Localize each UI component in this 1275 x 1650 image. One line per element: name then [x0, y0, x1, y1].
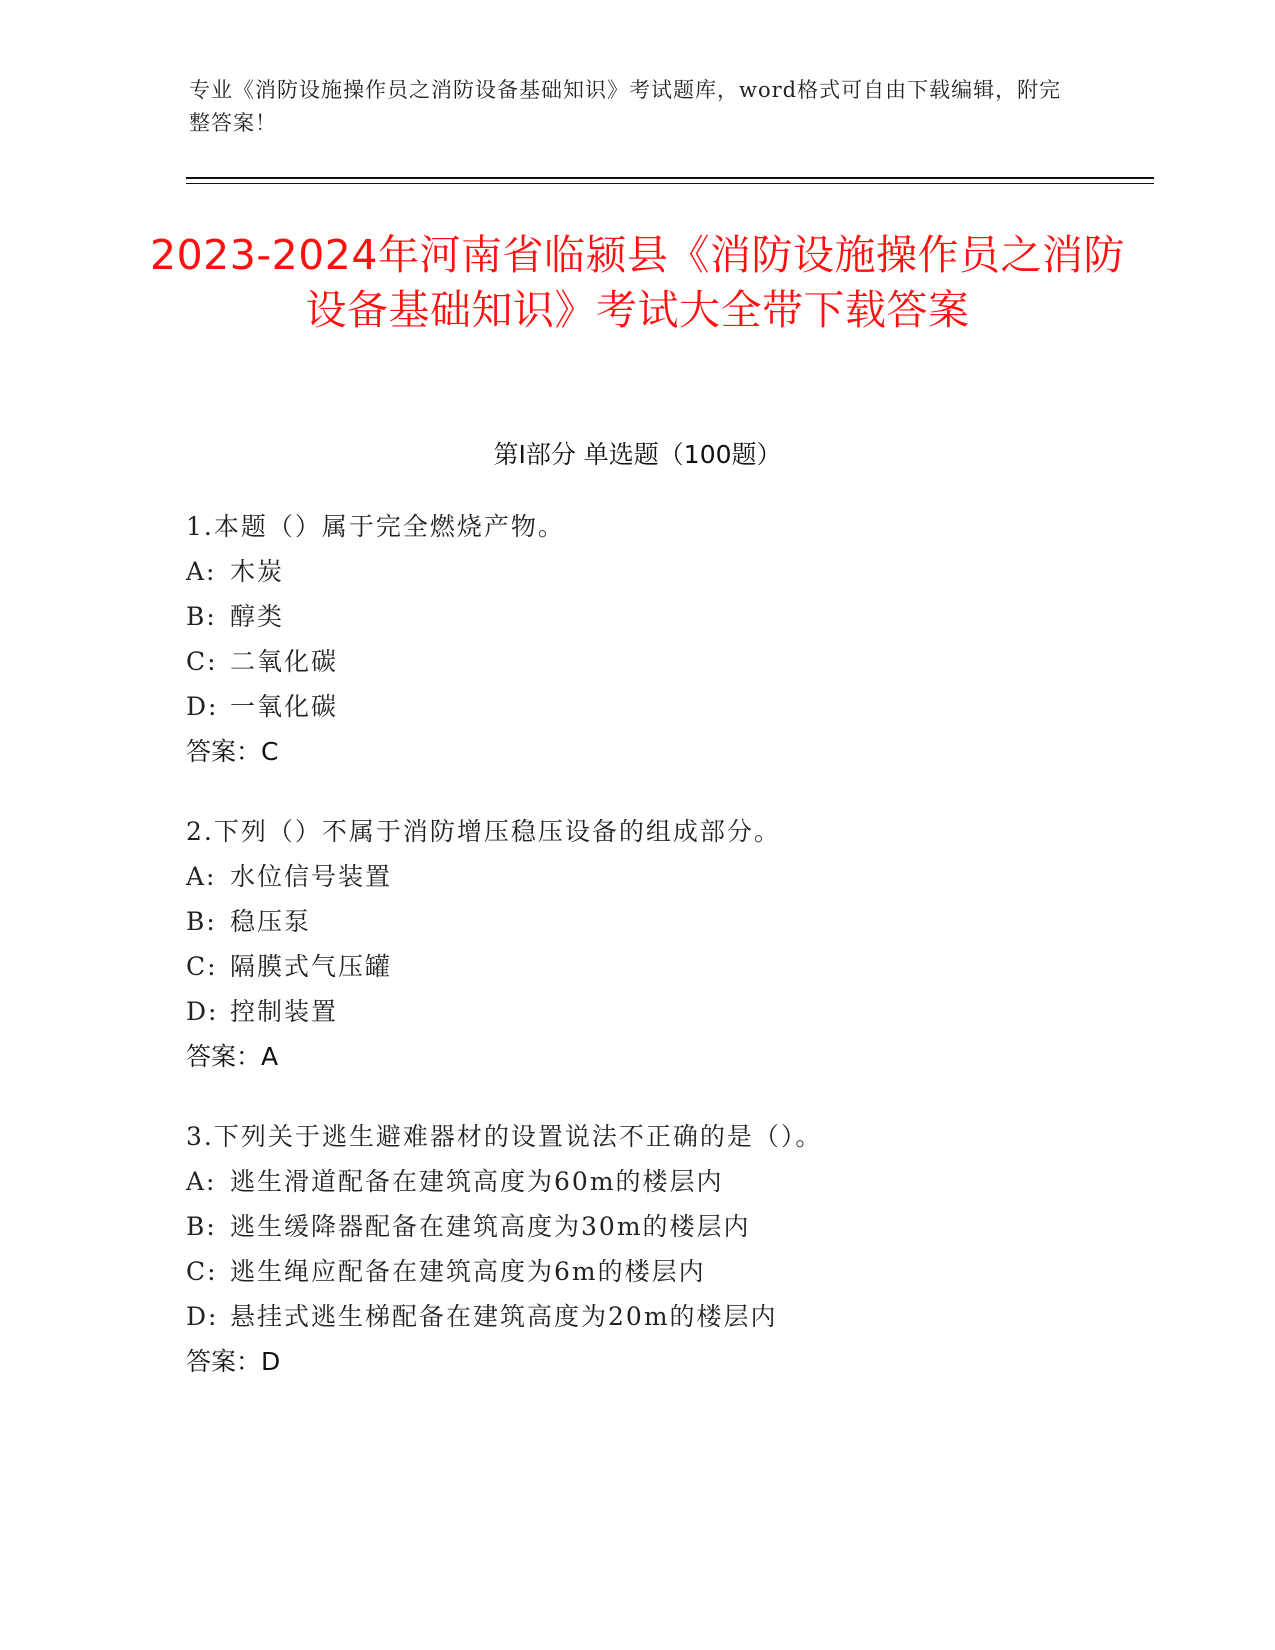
document-title: 2023-2024年河南省临颍县《消防设施操作员之消防设备基础知识》考试大全带下载答案: [150, 231, 1125, 334]
option-letter: A:: [186, 862, 217, 891]
option-letter: A:: [186, 1167, 217, 1196]
option-letter: C:: [186, 952, 218, 981]
option-text: 逃生绳应配备在建筑高度为6m的楼层内: [230, 1257, 706, 1286]
question-stem: 3.下列关于逃生避难器材的设置说法不正确的是（）。: [186, 1122, 823, 1151]
option-b: [186, 1204, 1086, 1249]
option-text: 逃生滑道配备在建筑高度为60m的楼层内: [230, 1167, 724, 1196]
option-c: [186, 944, 1086, 989]
option-letter: C:: [186, 647, 218, 676]
option-d: [186, 989, 1086, 1034]
question-stem: 2.下列（）不属于消防增压稳压设备的组成部分。: [186, 817, 781, 846]
option-text: 木炭: [230, 557, 285, 586]
option-letter: D:: [186, 692, 219, 721]
question-3: [186, 1114, 1086, 1384]
question-stem: 1.本题（）属于完全燃烧产物。: [186, 512, 565, 541]
option-text: 控制装置: [230, 997, 339, 1026]
option-letter: D:: [186, 997, 219, 1026]
question-2: [186, 809, 1086, 1079]
option-b: [186, 594, 1086, 639]
header-divider-thin: [186, 183, 1154, 184]
option-b: [186, 899, 1086, 944]
option-a: [186, 1159, 1086, 1204]
option-d: [186, 684, 1086, 729]
option-text: 一氧化碳: [230, 692, 339, 721]
option-d: [186, 1294, 1086, 1339]
header-note: 专业《消防设施操作员之消防设备基础知识》考试题库，word格式可自由下载编辑，附完整答案！: [189, 78, 1062, 135]
option-text: 二氧化碳: [230, 647, 339, 676]
option-text: 稳压泵: [230, 907, 312, 936]
answer-label: 答案：C: [186, 737, 279, 766]
option-text: 水位信号装置: [230, 862, 393, 891]
question-1: [186, 504, 1086, 774]
section-title: 第Ⅰ部分 单选题（100题）: [493, 440, 782, 469]
answer-label: 答案：A: [186, 1042, 279, 1071]
option-letter: A:: [186, 557, 217, 586]
option-a: [186, 549, 1086, 594]
option-letter: B:: [186, 602, 217, 631]
option-letter: B:: [186, 907, 217, 936]
option-c: [186, 1249, 1086, 1294]
option-text: 醇类: [230, 602, 285, 631]
option-letter: C:: [186, 1257, 218, 1286]
option-letter: B:: [186, 1212, 217, 1241]
option-text: 逃生缓降器配备在建筑高度为30m的楼层内: [230, 1212, 751, 1241]
option-c: [186, 639, 1086, 684]
option-text: 隔膜式气压罐: [230, 952, 393, 981]
option-a: [186, 854, 1086, 899]
option-text: 悬挂式逃生梯配备在建筑高度为20m的楼层内: [230, 1302, 778, 1331]
answer-label: 答案：D: [186, 1347, 281, 1376]
header-divider-thick: [186, 177, 1154, 179]
option-letter: D:: [186, 1302, 219, 1331]
